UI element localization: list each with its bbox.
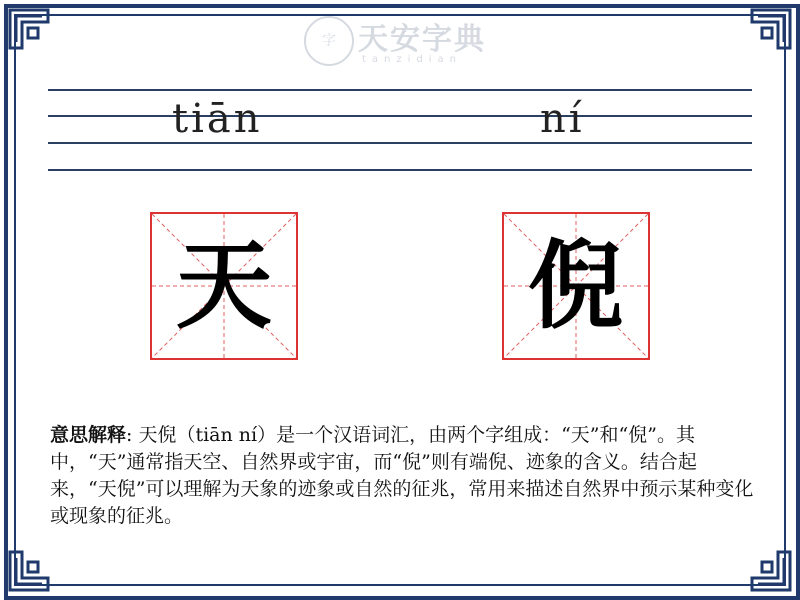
pinyin-line-3 xyxy=(48,142,752,144)
pinyin-line-4 xyxy=(48,169,752,171)
character-1: 天 xyxy=(176,229,272,342)
definition-label: 意思解释 xyxy=(50,424,127,446)
site-logo xyxy=(300,12,500,70)
character-grid-2 xyxy=(502,212,650,360)
definition-paragraph xyxy=(50,422,755,530)
definition-text: : 天倪（tiān ní）是一个汉语词汇，由两个字组成：“天”和“倪”。其中，“天”通常指天空、自然界或宇宙，而“倪”则有端倪、迹象的含义。结合起来，“天倪”可以理解为天象的迹象或自然的征兆，常用来描述自然界中预示某种变化或现象的征兆。 xyxy=(50,424,754,527)
pinyin-line-1 xyxy=(48,89,752,91)
corner-ornament-bottom-right xyxy=(748,548,792,592)
logo-title: 天安字典 xyxy=(358,22,486,57)
corner-ornament-bottom-left xyxy=(8,548,52,592)
pinyin-syllable-1: tiān xyxy=(172,96,263,142)
corner-ornament-top-left xyxy=(8,8,52,52)
corner-ornament-top-right xyxy=(748,8,792,52)
character-grid-1 xyxy=(150,212,298,360)
pinyin-line-2 xyxy=(48,115,752,117)
logo-mark: 字 xyxy=(304,16,354,66)
pinyin-syllable-2: ní xyxy=(540,96,585,142)
character-2: 倪 xyxy=(528,229,624,342)
logo-subtitle: tanzidian xyxy=(362,54,463,65)
